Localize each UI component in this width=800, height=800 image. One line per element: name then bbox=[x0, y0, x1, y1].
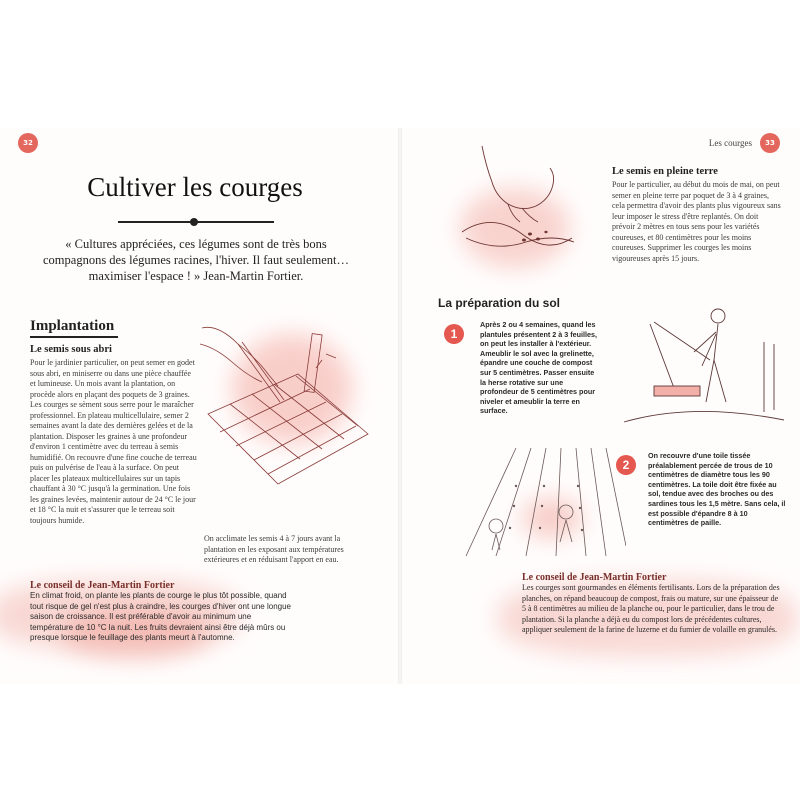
page-title: Cultiver les courges bbox=[87, 172, 303, 202]
implantation-underline bbox=[30, 336, 118, 338]
rake-gardener-illustration bbox=[614, 302, 790, 428]
intro-quote: « Cultures appréciées, ces légumes sont de très bons compagnons des légumes racines, l'hiver. Il faut seulement… maximiser l'espace ! » Jean-Martin Fortier. bbox=[43, 237, 349, 283]
book-spread bbox=[0, 128, 800, 684]
semis-pleine-terre-heading: Le semis en pleine terre bbox=[612, 166, 718, 177]
semis-pleine-terre-text: Pour le particulier, au début du mois de mai, on peut semer en pleine terre par poquet de 3 à 4 graines, cela permettra d'avoir des plants plus vigoureux sans leur imposer le stress d'être replantés. On doit prévoir 2 mètres en tous sens pour les variétés coureuses, et 80 centimètres pour les moins coureuses. Supprimer les courges les moins vigoureuses après 15 jours. bbox=[612, 180, 781, 263]
mulch-beds-illustration bbox=[456, 446, 626, 558]
tip-text-right: Les courges sont gourmandes en éléments fertilisants. Lors de la préparation des planches, on répand beaucoup de compost, frais ou mature, sur une épaisseur de 5 à 8 centimètres au milieu de la planche ou, pour le particulier, dans le trou de plantation. Si la planche a déjà eu du compost lors de précédentes cultures, appliquer seulement de la farine de luzerne et du fumier de volaille en granulés. bbox=[522, 583, 780, 634]
tip-heading-left: Le conseil de Jean-Martin Fortier bbox=[30, 580, 175, 591]
page-number-right: 33 bbox=[760, 133, 780, 153]
right-page bbox=[402, 128, 800, 684]
seedling-tray-illustration bbox=[198, 314, 374, 518]
implantation-heading: Implantation bbox=[30, 318, 115, 334]
running-head: Les courges bbox=[708, 138, 752, 148]
title-divider bbox=[118, 221, 274, 223]
semis-sous-abri-heading: Le semis sous abri bbox=[30, 344, 112, 355]
preparation-heading: La préparation du sol bbox=[438, 296, 561, 310]
step-2-text: On recouvre d'une toile tissée préalablement percée de trous de 10 centimètres de diamètre tous les 90 centimètres. La toile doit être fixée au sol, tendue avec des broches ou des sardines tous les 1,5 mètre. Sans cela, il est possible d'épandre 8 à 10 centimètres de paille. bbox=[648, 451, 786, 528]
semis-sous-abri-text: Pour le jardinier particulier, on peut semer en godet sous abri, en miniserre ou dans une pièce chauffée et lumineuse. Un mois avant la plantation, on procède alors en plaçant des poquets de 3 graines. Les courges se sèment sous serre pour le maraîcher professionnel. En plateau multicellulaire, semer 2 semaines avant la date des dernières gelées et de la plantation. Disposer les graines à une profondeur d'environ 1 centimètre avec du terreau à semis humidifié. On recouvre d'une fine couche de terreau puis on pulvérise de l'eau à la surface. On peut placer les plateaux multicellulaires sur un tapis chauffant à 30 °C jusqu'à la germination. Une fois les graines levées, maintenir autour de 24 °C le jour et 18 °C la nuit et s'assurer que le terreau soit toujours humide. bbox=[30, 358, 197, 525]
tip-text-left: En climat froid, on plante les plants de courge le plus tôt possible, quand tout risque de gel n'est plus à craindre, les courges d'hiver ont une longue saison de croissance. Il est préférable d'avoir au minimum une température de 10 °C la nuit. Les fruits devraient ainsi être déjà mûrs ou presque lorsque le feuillage des plants meurt à l'automne. bbox=[30, 591, 291, 642]
tip-heading-right: Le conseil de Jean-Martin Fortier bbox=[522, 572, 667, 583]
step-2-badge: 2 bbox=[616, 455, 636, 475]
step-1-badge: 1 bbox=[444, 324, 464, 344]
hand-sowing-illustration bbox=[452, 142, 582, 272]
acclimate-text: On acclimate les semis 4 à 7 jours avant la plantation en les exposant aux températures extérieures et en réduisant l'apport en eau. bbox=[204, 534, 344, 564]
left-page bbox=[0, 128, 398, 684]
page-number-left: 32 bbox=[18, 133, 38, 153]
step-1-text: Après 2 ou 4 semaines, quand les plantules présentent 2 à 3 feuilles, on peut les installer à l'extérieur. Ameublir le sol avec la grelinette, épandre une couche de compost sur 5 centimètres. Passer ensuite la herse rotative sur une profondeur de 5 centimètres pour niveler et ameublir la terre en surface. bbox=[480, 320, 598, 416]
